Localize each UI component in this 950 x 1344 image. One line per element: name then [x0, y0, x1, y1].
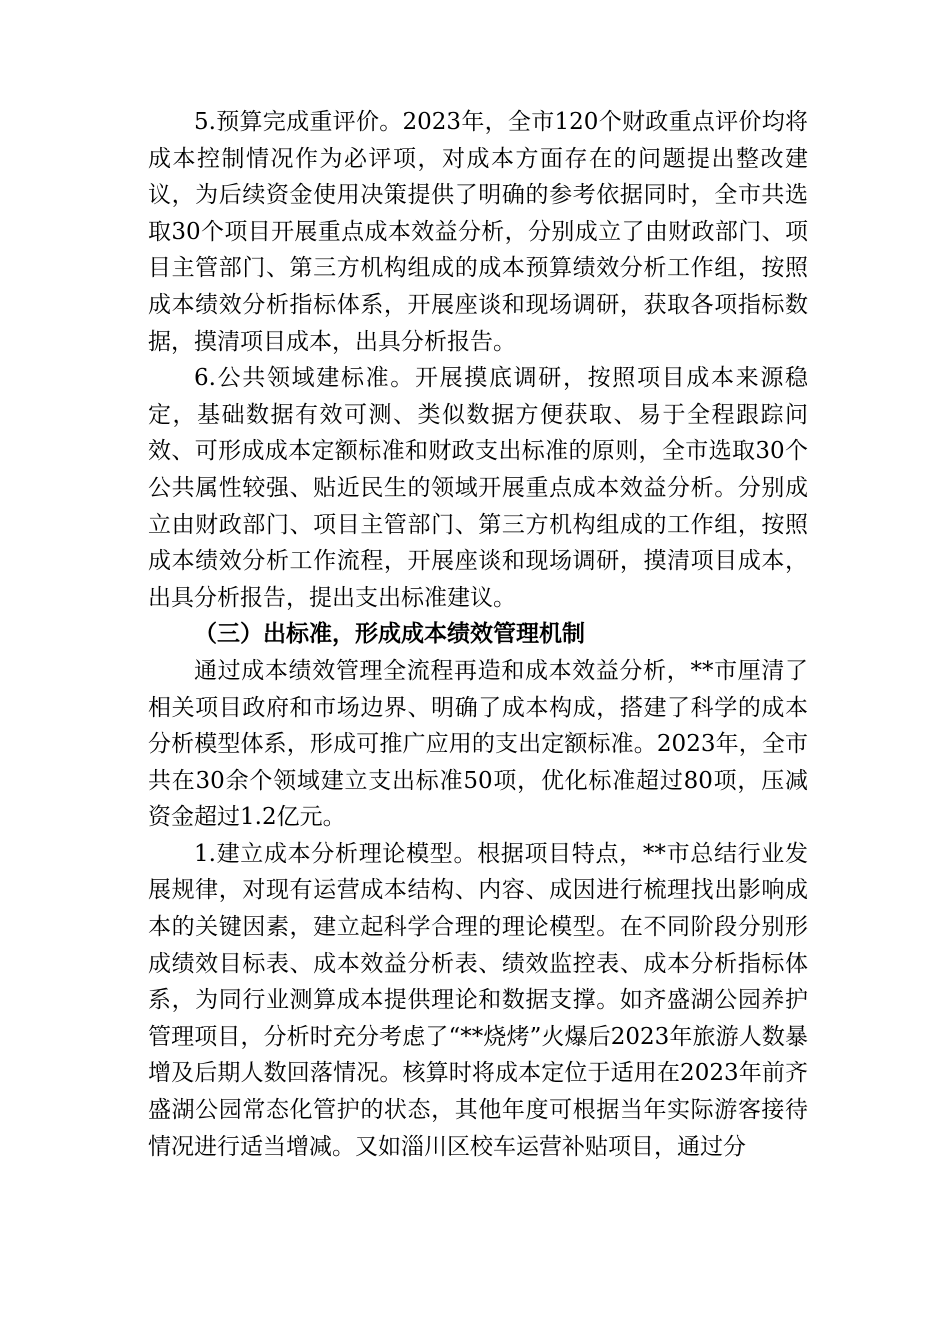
paragraph-cost-model: 1.建立成本分析理论模型。根据项目特点，**市总结行业发展规律，对现有运营成本结构、内容、成因进行梳理找出影响成本的关键因素，建立起科学合理的理论模型。在不同阶段分别形成绩效目标表、成本效益分析表、绩效监控表、成本分析指标体系，为同行业测算成本提供理论和数据支撑。如齐盛湖公园养护管理项目，分析时充分考虑了“**烧烤”火爆后2023年旅游人数暴增及后期人数回落情况。核算时将成本定位于适用在2023年前齐盛湖公园常态化管护的状态，其他年度可根据当年实际游客接待情况进行适当增减。又如淄川区校车运营补贴项目，通过分	[148, 840, 808, 1160]
paragraph-standards-summary: 通过成本绩效管理全流程再造和成本效益分析，**市厘清了相关项目政府和市场边界、明确了成本构成，搭建了科学的成本分析模型体系，形成可推广应用的支出定额标准。2023年，全市共在30余个领域建立支出标准50项，优化标准超过80项，压减资金超过1.2亿元。	[148, 657, 808, 831]
paragraph-budget-evaluation: 5.预算完成重评价。2023年，全市120个财政重点评价均将成本控制情况作为必评项，对成本方面存在的问题提出整改建议，为后续资金使用决策提供了明确的参考依据同时，全市共选取30个项目开展重点成本效益分析，分别成立了由财政部门、项目主管部门、第三方机构组成的成本预算绩效分析工作组，按照成本绩效分析指标体系，开展座谈和现场调研，获取各项指标数据，摸清项目成本，出具分析报告。	[148, 109, 808, 355]
document-page	[148, 104, 808, 1165]
section-heading: （三）出标准，形成成本绩效管理机制	[194, 620, 585, 648]
paragraph-public-standards: 6.公共领域建标准。开展摸底调研，按照项目成本来源稳定，基础数据有效可测、类似数据方便获取、易于全程跟踪问效、可形成成本定额标准和财政支出标准的原则，全市选取30个公共属性较强、贴近民生的领域开展重点成本效益分析。分别成立由财政部门、项目主管部门、第三方机构组成的工作组，按照成本绩效分析工作流程，开展座谈和现场调研，摸清项目成本，出具分析报告，提出支出标准建议。	[148, 365, 808, 611]
